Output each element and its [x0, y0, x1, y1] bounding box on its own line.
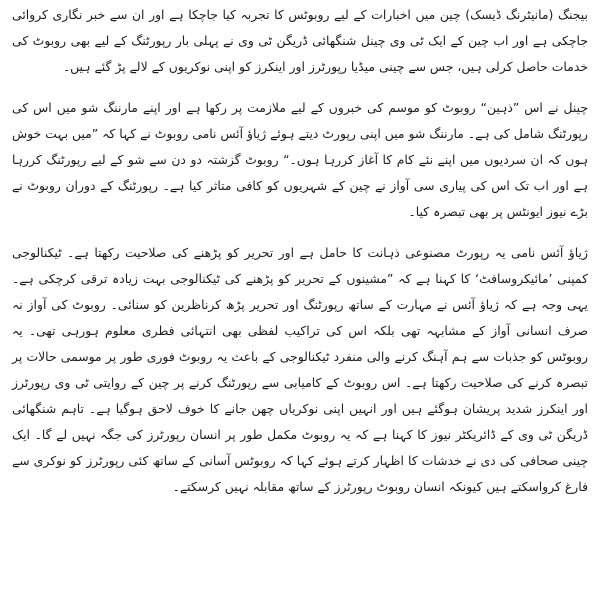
article-paragraph-weather-reporting: چینل نے اس ”ذہین“ روبوٹ کو موسم کی خبروں کے لیے ملازمت پر رکھا ہے اور اپنے مارننگ شو میں اس کی رپورٹنگ شامل کی ہے۔ مارننگ شو میں اپنی رپورٹ دیتے ہوئے ژیاؤ آئس نامی روبوٹ نے کہا کہ ”میں بہت خوش ہوں کہ ان سردیوں میں اپنے نئے کام کا آغاز کررہا ہوں۔“ روبوٹ گزشتہ دو دن سے شو کے لیے رپورٹنگ کررہا ہے اور اب تک اس کی پیاری سی آواز نے چین کے شہریوں کو کافی متاثر کیا ہے۔ رپورٹنگ کے دوران روبوٹ نے بڑے نیوز ایونٹس پر بھی تبصرہ کیا۔ [12, 100, 588, 219]
article-paragraph-ai-capabilities: ژیاؤ آئس نامی یہ رپورٹ مصنوعی ذہانت کا حامل ہے اور تحریر کو پڑھنے کی صلاحیت رکھتا ہے۔ ٹیکنالوجی کمپنی ’مائیکروسافٹ‘ کا کہنا ہے کہ ”مشینوں کے تحریر کو پڑھنے کی ٹیکنالوجی بہت زیادہ ترقی کرچکی ہے۔ یہی وجہ ہے کہ ژیاؤ آئس نے مہارت کے ساتھ رپورٹنگ اور تحریر پڑھ کرناظرین کو سنائی۔ روبوٹ کی آواز نہ صرف انسانی آواز کے مشابہہ تھی بلکہ اس کی تراکیب لفظی بھی انتہائی فطری معلوم ہورہی تھی۔ یہ روبوٹس کو جذبات سے ہم آہنگ کرنے والی منفرد ٹیکنالوجی کے باعث یہ روبوٹ فوری طور پر موسمی حالات پر تبصرہ کرنے کی صلاحیت رکھتا ہے۔ اس روبوٹ کے کامیابی سے رپورٹنگ کرنے پر چین کے روایتی ٹی وی رپورٹرز اور اینکرز شدید پریشان ہوگئے ہیں اور انہیں اپنی نوکریاں چھن جانے کا خوف لاحق ہوگیا ہے۔ تاہم شنگھائی ڈریگن ٹی وی کے ڈائریکٹر نیوز کا کہنا ہے کہ یہ روبوٹ مکمل طور پر انسان رپورٹرز کی جگہ نہیں لے گا۔ ایک چینی صحافی کی دی نے خدشات کا اظہار کرتے ہوئے کہا کہ روبوٹس آسانی کے ساتھ کئی رپورٹرز کو نوکری سے فارغ کرواسکتے ہیں کیونکہ انسان روبوٹ رپورٹرز کے ساتھ مقابلہ نہیں کرسکتے۔ [12, 245, 588, 494]
news-article [12, 2, 588, 500]
article-paragraph-intro: بیجنگ (مانیٹرنگ ڈیسک) چین میں اخبارات کے لیے روبوٹس کا تجربہ کیا جاچکا ہے اور ان سے خبر نگاری کروائی جاچکی ہے اور اب چین کے ایک ٹی وی چینل شنگھائی ڈریگن ٹی وی نے پہلی بار رپورٹنگ کے لیے بھی روبوٹ کی خدمات حاصل کرلی ہیں، جس سے چینی میڈیا رپورٹرز اور اینکرز کو اپنی نوکریوں کے لالے پڑ گئے ہیں۔ [12, 7, 588, 74]
